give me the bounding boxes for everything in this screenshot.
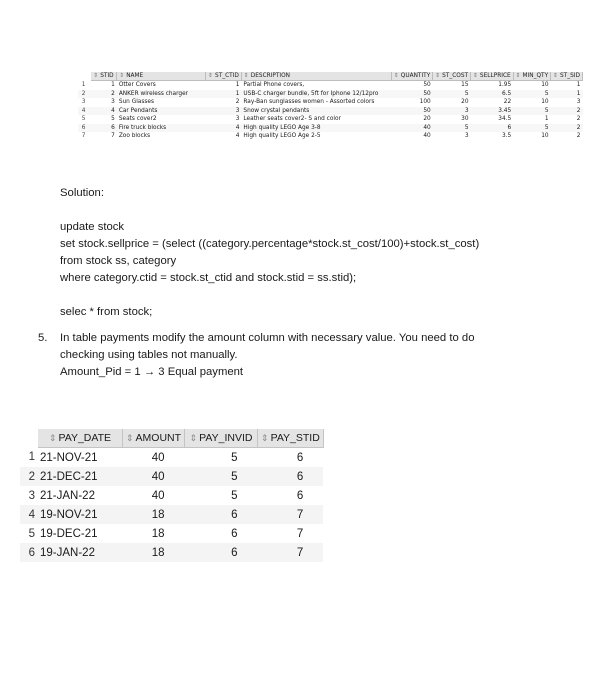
table-cell[interactable]: 40 bbox=[423, 133, 431, 140]
sql-line: from stock ss, category bbox=[60, 255, 177, 267]
table-cell[interactable]: 2 bbox=[576, 116, 581, 123]
table-row[interactable] bbox=[20, 524, 323, 543]
stock-col-name[interactable]: ⇕ NAME bbox=[117, 72, 206, 81]
sort-icon: ⇕ bbox=[208, 73, 214, 79]
stock-col-description[interactable]: ⇕ DESCRIPTION bbox=[241, 72, 391, 81]
stock-col-sid[interactable]: ⇕ ST_SID bbox=[551, 72, 583, 81]
payments-col-pay-date[interactable]: ⇕ PAY_DATE bbox=[38, 429, 123, 448]
rownum-header bbox=[20, 429, 38, 448]
table-cell[interactable]: 40 bbox=[151, 489, 165, 502]
stock-table bbox=[78, 72, 583, 141]
table-cell[interactable]: 6.5 bbox=[471, 90, 514, 99]
table-cell[interactable]: 5 bbox=[231, 489, 238, 502]
table-cell[interactable]: 18 bbox=[151, 527, 165, 540]
stock-col-stid[interactable]: ⇕ STID bbox=[91, 72, 116, 81]
table-cell[interactable]: 10 bbox=[541, 82, 549, 89]
table-cell[interactable]: 1 bbox=[111, 82, 115, 89]
payments-table bbox=[20, 429, 324, 562]
table-cell[interactable]: 3 bbox=[576, 99, 581, 106]
table-cell[interactable]: 2 bbox=[551, 124, 583, 133]
table-cell[interactable]: 50 bbox=[391, 90, 432, 99]
question-number: 5. bbox=[38, 332, 48, 344]
sort-icon: ⇕ bbox=[119, 73, 125, 79]
table-cell[interactable]: 20 bbox=[461, 99, 469, 106]
table-cell[interactable]: ANKER wireless charger bbox=[117, 90, 206, 99]
stock-col-minqty[interactable]: ⇕ MIN_QTY bbox=[513, 72, 550, 81]
table-cell[interactable]: 5 bbox=[513, 124, 550, 133]
table-cell[interactable]: 6 bbox=[258, 467, 324, 486]
table-cell[interactable]: 19-DEC-21 bbox=[40, 527, 98, 540]
table-cell[interactable]: 2 bbox=[576, 133, 581, 140]
sort-icon: ⇕ bbox=[393, 73, 399, 79]
table-cell[interactable]: 3.5 bbox=[501, 133, 512, 140]
sort-icon: ⇕ bbox=[189, 433, 198, 443]
table-row[interactable] bbox=[20, 448, 323, 468]
table-cell[interactable]: 21-NOV-21 bbox=[40, 451, 98, 464]
row-number: 3 bbox=[28, 489, 35, 502]
table-cell[interactable]: 6 bbox=[296, 451, 304, 464]
sort-icon: ⇕ bbox=[515, 73, 521, 79]
row-number: 3 bbox=[81, 99, 86, 106]
sort-icon: ⇕ bbox=[435, 73, 441, 79]
table-cell[interactable]: USB-C charger bundle, 5ft for Iphone 12/12pro bbox=[241, 90, 391, 99]
table-cell[interactable]: Otter Covers bbox=[118, 82, 156, 89]
table-cell[interactable]: 5 bbox=[185, 467, 258, 486]
row-number: 6 bbox=[20, 543, 38, 562]
row-number: 7 bbox=[81, 133, 86, 140]
row-number: 5 bbox=[28, 527, 35, 540]
table-cell[interactable]: 5 bbox=[433, 90, 471, 99]
payments-header-row bbox=[20, 429, 323, 448]
table-cell[interactable]: 2 bbox=[235, 99, 240, 106]
table-cell[interactable]: 21-JAN-22 bbox=[40, 489, 95, 502]
payments-col-pay-invid[interactable]: ⇕ PAY_INVID bbox=[185, 429, 258, 448]
table-cell[interactable]: Car Pendants bbox=[117, 107, 206, 116]
table-cell[interactable]: 4 bbox=[235, 133, 240, 140]
table-cell[interactable]: 6 bbox=[91, 124, 116, 133]
table-cell[interactable]: 1 bbox=[576, 82, 581, 89]
sort-icon: ⇕ bbox=[261, 433, 269, 443]
table-cell[interactable]: 3 bbox=[206, 107, 242, 116]
table-cell[interactable]: 2 bbox=[551, 107, 583, 116]
table-cell[interactable]: 7 bbox=[258, 505, 324, 524]
table-cell[interactable]: 20 bbox=[423, 116, 431, 123]
table-cell[interactable]: Partial Phone covers, bbox=[243, 82, 305, 89]
table-cell[interactable]: 1.95 bbox=[498, 82, 512, 89]
row-number: 1 bbox=[28, 451, 35, 464]
row-number: 1 bbox=[81, 82, 86, 88]
table-cell[interactable]: 10 bbox=[541, 133, 549, 140]
row-number: 4 bbox=[20, 505, 38, 524]
table-cell[interactable]: 15 bbox=[461, 82, 469, 89]
table-row[interactable] bbox=[78, 90, 583, 99]
table-cell[interactable]: Leather seats cover2- S and color bbox=[243, 116, 341, 123]
table-cell[interactable]: 3.45 bbox=[471, 107, 514, 116]
table-cell[interactable]: High quality LEGO Age 2-5 bbox=[243, 133, 321, 140]
sort-icon: ⇕ bbox=[243, 73, 249, 79]
table-cell[interactable]: 3 bbox=[464, 133, 469, 140]
row-number: 2 bbox=[20, 467, 38, 486]
table-cell[interactable]: 1 bbox=[544, 116, 549, 123]
table-row[interactable] bbox=[78, 107, 583, 116]
payments-col-amount[interactable]: ⇕ AMOUNT bbox=[123, 429, 185, 448]
table-cell[interactable]: 7 bbox=[296, 527, 304, 540]
sql-line: selec * from stock; bbox=[60, 306, 153, 318]
stock-col-quantity[interactable]: ⇕ QUANTITY bbox=[391, 72, 432, 81]
table-cell[interactable]: 7 bbox=[111, 133, 115, 140]
sql-line: where category.ctid = stock.st_ctid and stock.stid = ss.stid); bbox=[60, 272, 357, 284]
table-cell[interactable]: 5 bbox=[231, 451, 238, 464]
table-cell[interactable]: 6 bbox=[231, 527, 238, 540]
table-row[interactable] bbox=[20, 467, 323, 486]
table-cell[interactable]: 6 bbox=[296, 489, 304, 502]
table-cell[interactable]: High quality LEGO Age 3-8 bbox=[241, 124, 391, 133]
table-cell[interactable]: Seats cover2 bbox=[118, 116, 157, 123]
rownum-header bbox=[78, 72, 91, 81]
table-cell[interactable]: Ray-Ban sunglasses women - Assorted colors bbox=[243, 99, 375, 106]
table-cell[interactable]: Sun Glasses bbox=[118, 99, 154, 106]
row-number: 6 bbox=[78, 124, 91, 133]
sql-line: set stock.sellprice = (select ((category.percentage*stock.st_cost/100)+stock.st_cost) bbox=[60, 238, 480, 250]
table-row[interactable] bbox=[20, 505, 323, 524]
table-row[interactable] bbox=[20, 486, 323, 505]
table-cell[interactable]: 6 bbox=[185, 543, 258, 562]
table-cell[interactable]: 5 bbox=[433, 124, 471, 133]
row-number: 2 bbox=[78, 90, 91, 99]
table-cell[interactable]: 1 bbox=[235, 82, 240, 89]
table-cell[interactable]: 5 bbox=[513, 90, 550, 99]
table-cell[interactable]: 5 bbox=[513, 107, 550, 116]
table-cell[interactable]: 18 bbox=[123, 505, 185, 524]
table-cell[interactable]: 30 bbox=[461, 116, 469, 123]
sql-line: update stock bbox=[60, 221, 125, 233]
row-number: 4 bbox=[78, 107, 91, 116]
table-row[interactable] bbox=[78, 98, 583, 107]
table-cell[interactable]: 3 bbox=[235, 116, 240, 123]
stock-col-sellprice[interactable]: ⇕ SELLPRICE bbox=[471, 72, 514, 81]
table-cell[interactable]: 22 bbox=[503, 99, 512, 106]
question-text: Amount_Pid = 1 → 3 Equal payment bbox=[60, 366, 244, 378]
payments-col-pay-stid[interactable]: ⇕ PAY_STID bbox=[258, 429, 324, 448]
sort-icon: ⇕ bbox=[553, 73, 558, 79]
table-cell[interactable]: 1 bbox=[206, 90, 242, 99]
table-cell[interactable]: 50 bbox=[391, 107, 432, 116]
table-cell[interactable]: Snow crystal pendants bbox=[241, 107, 391, 116]
sort-icon: ⇕ bbox=[48, 433, 57, 443]
stock-header-row bbox=[78, 72, 583, 81]
table-cell[interactable]: 34.5 bbox=[498, 116, 512, 123]
table-row[interactable] bbox=[78, 132, 583, 141]
stock-col-cost[interactable]: ⇕ ST_COST bbox=[433, 72, 471, 81]
table-cell[interactable]: 3 bbox=[111, 99, 115, 106]
row-number: 5 bbox=[81, 116, 86, 123]
table-cell[interactable]: 5 bbox=[111, 116, 115, 123]
table-cell[interactable]: 1 bbox=[551, 90, 583, 99]
table-row[interactable] bbox=[78, 124, 583, 133]
stock-table-body bbox=[78, 81, 583, 141]
table-cell[interactable]: 7 bbox=[258, 543, 324, 562]
table-cell[interactable]: 50 bbox=[423, 82, 431, 89]
question-text: checking using tables not manually. bbox=[60, 349, 238, 361]
table-cell[interactable]: 2 bbox=[91, 90, 116, 99]
table-cell[interactable]: 6 bbox=[471, 124, 514, 133]
table-cell[interactable]: Fire truck blocks bbox=[117, 124, 206, 133]
solution-label: Solution: bbox=[60, 187, 104, 199]
sort-icon: ⇕ bbox=[126, 433, 134, 443]
table-cell[interactable]: 10 bbox=[541, 99, 549, 106]
stock-col-ctid[interactable]: ⇕ ST_CTID bbox=[206, 72, 242, 81]
table-cell[interactable]: 18 bbox=[123, 543, 185, 562]
table-cell[interactable]: 40 bbox=[151, 451, 165, 464]
table-cell[interactable]: 21-DEC-21 bbox=[38, 467, 123, 486]
table-cell[interactable]: 19-NOV-21 bbox=[38, 505, 123, 524]
sort-icon: ⇕ bbox=[93, 73, 99, 79]
table-cell[interactable]: 6 bbox=[185, 505, 258, 524]
table-cell[interactable]: 19-JAN-22 bbox=[38, 543, 123, 562]
table-row[interactable] bbox=[78, 115, 583, 124]
table-row[interactable] bbox=[78, 81, 583, 90]
table-cell[interactable]: 4 bbox=[206, 124, 242, 133]
table-cell[interactable]: Zoo blocks bbox=[118, 133, 151, 140]
payments-table-body bbox=[20, 448, 323, 563]
sort-icon: ⇕ bbox=[473, 73, 478, 79]
table-cell[interactable]: 3 bbox=[433, 107, 471, 116]
table-cell[interactable]: 100 bbox=[419, 99, 431, 106]
table-cell[interactable]: 40 bbox=[391, 124, 432, 133]
question-text: In table payments modify the amount column with necessary value. You need to do bbox=[60, 332, 475, 344]
table-cell[interactable]: 4 bbox=[91, 107, 116, 116]
table-cell[interactable]: 40 bbox=[123, 467, 185, 486]
table-row[interactable] bbox=[20, 543, 323, 562]
